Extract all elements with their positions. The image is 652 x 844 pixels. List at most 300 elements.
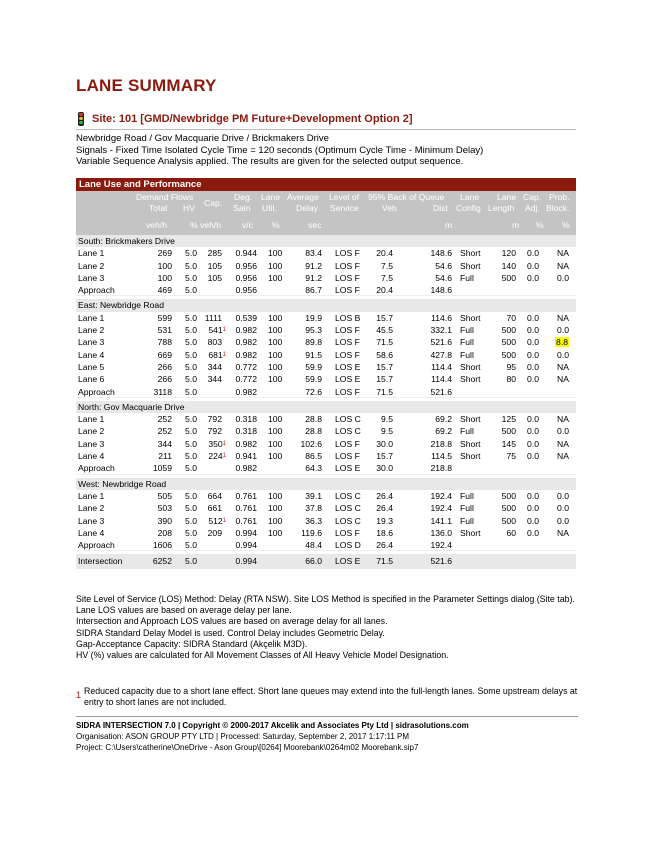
cell-lane: Lane 1 [78, 490, 105, 501]
cell-config: Short [460, 438, 481, 449]
cell-lane: Approach [78, 386, 115, 397]
cell-config: Short [460, 451, 481, 462]
cell-util: 100 [268, 503, 283, 514]
table-body [76, 235, 576, 569]
cell-delay: 83.4 [305, 248, 322, 259]
cell-total: 6252 [152, 556, 172, 567]
cell-cap: $681^1$ [208, 349, 226, 360]
cell-veh: 19.3 [376, 515, 393, 526]
cell-total: 390 [157, 515, 172, 526]
unit-length: m [512, 220, 520, 230]
cell-los: LOS F [335, 438, 360, 449]
description-line: Signals - Fixed Time Isolated Cycle Time = 120 seconds (Optimum Cycle Time - Minimum Delay) [76, 144, 484, 156]
cell-prob: NA [557, 414, 569, 425]
cell-cap: 792 [207, 414, 222, 425]
cell-lane: Lane 5 [78, 361, 105, 372]
cell-config: Short [460, 248, 481, 259]
cell-total: 788 [157, 337, 172, 348]
footer-organisation: Organisation: ASON GROUP PTY LTD | Processed: Saturday, September 2, 2017 1:17:11 PM [76, 732, 410, 741]
reduced-capacity-marker: 1 [222, 327, 226, 334]
cell-satn: 0.982 [235, 438, 257, 449]
cell-dist: 192.4 [430, 503, 452, 514]
cell-cap: 285 [207, 248, 222, 259]
cell-length: 500 [501, 490, 516, 501]
cell-satn: 0.539 [235, 312, 257, 323]
highlighted-value: 8.8 [556, 337, 568, 348]
table-header [76, 191, 576, 235]
cell-veh: 20.4 [376, 285, 393, 296]
cell-dist: 148.6 [430, 248, 452, 259]
cell-lane: Lane 2 [78, 426, 105, 437]
cell-prob: 0.0 [557, 515, 569, 526]
cell-prob: NA [557, 361, 569, 372]
cell-adj: 0.0 [527, 349, 539, 360]
cell-satn: 0.761 [235, 503, 257, 514]
lane-row [76, 425, 576, 437]
unit-prob: % [562, 220, 570, 230]
cell-cap: $512^1$ [208, 515, 226, 526]
cell-prob: 0.0 [557, 426, 569, 437]
cell-util: 100 [268, 361, 283, 372]
cell-length: 500 [501, 503, 516, 514]
cell-delay: 59.9 [305, 374, 322, 385]
cell-cap: 209 [207, 527, 222, 538]
cell-los: LOS F [335, 386, 360, 397]
note: Site Level of Service (LOS) Method: Delay (RTA NSW). Site LOS Method is specified in the Parameter Settings dialog (Site tab). [76, 594, 575, 604]
cell-util: 100 [268, 527, 283, 538]
cell-config: Short [460, 312, 481, 323]
cell-los: LOS C [335, 515, 361, 526]
cell-lane: Lane 1 [78, 414, 105, 425]
cell-total: 503 [157, 503, 172, 514]
cell-los: LOS F [335, 527, 360, 538]
cell-dist: 521.6 [430, 556, 452, 567]
cell-veh: 7.5 [381, 260, 393, 271]
cell-hv: 5.0 [185, 337, 197, 348]
cell-cap: $541^1$ [208, 325, 226, 336]
cell-adj: 0.0 [527, 361, 539, 372]
cell-delay: 72.6 [305, 386, 322, 397]
cell-lane: Lane 4 [78, 451, 105, 462]
reduced-capacity-marker: 1 [222, 440, 226, 447]
cell-config: Full [460, 337, 474, 348]
site-heading [76, 112, 576, 130]
header-back-of-queue: 95% Back of Queue [368, 192, 445, 202]
cell-los: LOS F [335, 285, 360, 296]
cell-lane: Lane 3 [78, 438, 105, 449]
unit-adj: % [536, 220, 544, 230]
cell-length: 80 [506, 374, 516, 385]
cell-hv: 5.0 [185, 503, 197, 514]
cell-delay: 86.5 [305, 451, 322, 462]
cell-dist: 218.8 [430, 463, 452, 474]
unit-dist: m [445, 220, 453, 230]
header-average: Average [287, 192, 319, 202]
cell-prob: 0.0 [557, 503, 569, 514]
cell-lane: Lane 1 [78, 312, 105, 323]
cell-delay: 36.3 [305, 515, 322, 526]
cell-prob: NA [557, 374, 569, 385]
cell-dist: 521.6 [430, 386, 452, 397]
header-service: Service [330, 203, 359, 213]
cell-lane: Approach [78, 540, 115, 551]
cell-delay: 19.9 [305, 312, 322, 323]
cell-total: 469 [157, 285, 172, 296]
cell-veh: 9.5 [381, 414, 393, 425]
approach-group-header [76, 235, 576, 247]
cell-cap: 1111 [204, 312, 222, 323]
table-title: Lane Use and Performance [76, 178, 576, 191]
cell-dist: 148.6 [430, 285, 452, 296]
cell-lane: Lane 6 [78, 374, 105, 385]
cell-length: 500 [501, 426, 516, 437]
cell-delay: 37.8 [305, 503, 322, 514]
cell-config: Full [460, 272, 474, 283]
cell-adj: 0.0 [527, 325, 539, 336]
cell-lane: Approach [78, 463, 115, 474]
cell-dist: 54.6 [435, 260, 452, 271]
header-config: Config [456, 203, 481, 213]
header-dist: Dist [433, 203, 448, 213]
cell-config: Full [460, 426, 474, 437]
page-title: LANE SUMMARY [76, 76, 217, 95]
cell-veh: 71.5 [376, 337, 393, 348]
header-block: Block. [546, 203, 570, 213]
cell-cap: 105 [207, 260, 222, 271]
cell-los: LOS F [335, 248, 360, 259]
footnote [76, 686, 578, 708]
cell-satn: 0.982 [235, 337, 257, 348]
cell-hv: 5.0 [185, 426, 197, 437]
lane-row [76, 260, 576, 272]
cell-lane: Lane 2 [78, 503, 105, 514]
cell-los: LOS F [335, 337, 360, 348]
cell-hv: 5.0 [185, 451, 197, 462]
cell-dist: 69.2 [435, 414, 452, 425]
lane-row [76, 349, 576, 361]
unit-hv: % [190, 220, 198, 230]
cell-adj: 0.0 [527, 503, 539, 514]
cell-length: 70 [506, 312, 516, 323]
cell-total: 266 [157, 361, 172, 372]
cell-veh: 15.7 [376, 312, 393, 323]
site-title: Site: 101 [GMD/Newbridge PM Future+Development Option 2] [92, 113, 413, 125]
cell-config: Short [460, 260, 481, 271]
cell-satn: 0.772 [235, 374, 257, 385]
cell-satn: 0.761 [235, 515, 257, 526]
page-footer [76, 716, 578, 753]
reduced-capacity-marker: 1 [222, 517, 226, 524]
cell-util: 100 [268, 426, 283, 437]
cell-length: 125 [501, 414, 516, 425]
cell-los: LOS F [335, 260, 360, 271]
cell-total: 211 [158, 451, 172, 462]
cell-dist: 521.6 [430, 337, 452, 348]
approach-name: North: Gov Macquarie Drive [78, 401, 185, 412]
footer-copyright: SIDRA INTERSECTION 7.0 | Copyright © 2000-2017 Akcelik and Associates Pty Ltd | sidrasolutions.com [76, 721, 469, 730]
cell-config: Full [460, 490, 474, 501]
cell-dist: 69.2 [435, 426, 452, 437]
cell-dist: 114.6 [431, 312, 452, 323]
header-cap-adj-top: Cap. [523, 192, 542, 202]
cell-hv: 5.0 [185, 463, 197, 474]
cell-length: 500 [501, 272, 516, 283]
cell-satn: 0.994 [235, 556, 257, 567]
approach-group-header [76, 478, 576, 490]
cell-delay: 91.2 [305, 260, 322, 271]
cell-util: 100 [268, 325, 283, 336]
cell-los: LOS F [335, 272, 360, 283]
cell-los: LOS E [335, 556, 361, 567]
approach-row [76, 462, 576, 474]
cell-delay: 28.8 [305, 414, 322, 425]
cell-lane: Lane 3 [78, 515, 105, 526]
note: Gap-Acceptance Capacity: SIDRA Standard (Akçelik M3D). [76, 638, 308, 649]
cell-delay: 119.6 [301, 527, 322, 538]
cell-adj: 0.0 [527, 438, 539, 449]
cell-adj: 0.0 [527, 337, 539, 348]
cell-delay: 59.9 [305, 361, 322, 372]
cell-veh: 18.6 [376, 527, 393, 538]
cell-total: 531 [157, 325, 172, 336]
cell-delay: 95.3 [305, 325, 322, 336]
header-length: Length [488, 203, 515, 213]
cell-total: 669 [157, 349, 172, 360]
cell-hv: 5.0 [185, 414, 197, 425]
unit-cap: veh/h [200, 220, 222, 230]
cell-length: 500 [501, 337, 516, 348]
lane-row [76, 515, 576, 527]
cell-prob [555, 336, 569, 348]
cell-hv: 5.0 [185, 540, 197, 551]
cell-hv: 5.0 [185, 386, 197, 397]
footnote-marker: 1 [76, 690, 82, 700]
approach-group-header [76, 299, 576, 311]
approach-name: East: Newbridge Road [78, 300, 164, 311]
cell-los: LOS F [335, 451, 360, 462]
cell-veh: 30.0 [376, 438, 393, 449]
cell-config: Short [460, 414, 481, 425]
cell-prob: NA [557, 248, 569, 259]
cell-los: LOS D [335, 540, 361, 551]
cell-lane: Lane 2 [78, 260, 105, 271]
traffic-signal-icon [78, 112, 84, 126]
cell-length: 500 [501, 349, 516, 360]
note: Lane LOS values are based on average delay per lane. [76, 605, 292, 616]
cell-util: 100 [268, 272, 283, 283]
cell-satn: 0.956 [235, 260, 257, 271]
cell-adj: 0.0 [527, 515, 539, 526]
cell-veh: 15.7 [376, 451, 393, 462]
header-demand-flows: Demand Flows [136, 192, 194, 202]
cell-satn: 0.982 [235, 463, 257, 474]
cell-length: 120 [501, 248, 516, 259]
cell-lane: Lane 3 [78, 272, 105, 283]
header-total: Total [149, 203, 168, 213]
cell-util: 100 [268, 490, 283, 501]
cell-adj: 0.0 [527, 312, 539, 323]
cell-util: 100 [268, 349, 283, 360]
header-adj: Adj. [525, 203, 540, 213]
cell-delay: 102.6 [300, 438, 322, 449]
cell-satn: 0.318 [235, 414, 257, 425]
cell-veh: 30.0 [376, 463, 393, 474]
cell-total: 599 [157, 312, 172, 323]
cell-veh: 20.4 [376, 248, 393, 259]
cell-los: LOS F [335, 349, 360, 360]
cell-prob: 0.0 [557, 349, 569, 360]
note: Intersection and Approach LOS values are based on average delay for all lanes. [76, 616, 388, 627]
cell-satn: 0.982 [235, 349, 257, 360]
cell-satn: 0.772 [235, 361, 257, 372]
cell-veh: 71.5 [376, 556, 393, 567]
cell-cap: 661 [207, 503, 222, 514]
reduced-capacity-marker: 1 [222, 351, 226, 358]
lane-row [76, 438, 576, 450]
cell-dist: 218.8 [430, 438, 452, 449]
cell-config: Full [460, 325, 474, 336]
cell-satn: 0.941 [235, 451, 257, 462]
cell-util: 100 [268, 438, 283, 449]
cell-total: 252 [157, 426, 172, 437]
header-level-of: Level of [329, 192, 360, 202]
cell-los: LOS C [335, 426, 361, 437]
cell-total: 252 [157, 414, 172, 425]
cell-hv: 5.0 [185, 374, 197, 385]
cell-util: 100 [268, 374, 283, 385]
cell-hv: 5.0 [185, 272, 197, 283]
cell-length: 140 [501, 260, 516, 271]
cell-veh: 26.4 [376, 503, 393, 514]
cell-satn: 0.982 [235, 386, 257, 397]
cell-hv: 5.0 [185, 325, 197, 336]
cell-veh: 26.4 [376, 540, 393, 551]
cell-prob: NA [557, 451, 569, 462]
cell-config: Short [460, 374, 481, 385]
header-lane: Lane [261, 192, 281, 202]
cell-dist: 114.4 [431, 361, 452, 372]
lane-row [76, 324, 576, 336]
cell-lane: Lane 3 [78, 337, 105, 348]
cell-util: 100 [268, 515, 283, 526]
description-line: Newbridge Road / Gov Macquarie Drive / Brickmakers Drive [76, 133, 329, 144]
cell-veh: 9.5 [381, 426, 393, 437]
cell-cap: $224^1$ [208, 451, 226, 462]
cell-cap: 344 [207, 361, 222, 372]
cell-los: LOS E [335, 361, 361, 372]
cell-prob: NA [557, 438, 569, 449]
cell-veh: 7.5 [381, 272, 393, 283]
description-line: Variable Sequence Analysis applied. The results are given for the selected output sequence. [76, 156, 464, 167]
header-cap: Cap. [204, 198, 223, 208]
header-util: Util. [262, 203, 277, 213]
cell-hv: 5.0 [185, 285, 197, 296]
lane-row [76, 502, 576, 514]
cell-los: LOS F [335, 325, 360, 336]
unit-delay: sec [308, 220, 322, 230]
cell-hv: 5.0 [185, 556, 197, 567]
cell-config: Short [460, 527, 481, 538]
cell-satn: 0.944 [235, 248, 257, 259]
lane-row [76, 450, 576, 462]
cell-los: LOS C [335, 503, 361, 514]
cell-hv: 5.0 [185, 248, 197, 259]
lane-row [76, 527, 576, 539]
cell-satn: 0.994 [235, 527, 257, 538]
cell-lane: Lane 4 [78, 527, 105, 538]
cell-cap: 105 [207, 272, 222, 283]
cell-los: LOS E [335, 463, 361, 474]
cell-lane: Approach [78, 285, 115, 296]
cell-hv: 5.0 [185, 438, 197, 449]
footer-project: Project: C:\Users\catherine\OneDrive - Ason Group\[0264] Moorebank\0264m02 Moorebank.sip7 [76, 743, 419, 752]
header-deg: Deg. [234, 192, 253, 202]
cell-veh: 58.6 [376, 349, 393, 360]
cell-dist: 427.8 [430, 349, 452, 360]
cell-veh: 15.7 [376, 361, 393, 372]
cell-hv: 5.0 [185, 349, 197, 360]
cell-dist: 141.1 [430, 515, 452, 526]
header-satn: Satn [233, 203, 251, 213]
cell-util: 100 [268, 337, 283, 348]
cell-delay: 28.8 [305, 426, 322, 437]
unit-util: % [272, 220, 280, 230]
site-description [76, 133, 483, 168]
cell-adj: 0.0 [527, 414, 539, 425]
cell-dist: 114.4 [431, 374, 452, 385]
cell-los: LOS C [335, 414, 361, 425]
cell-lane: Lane 4 [78, 349, 105, 360]
cell-total: 3118 [153, 386, 172, 397]
cell-adj: 0.0 [527, 451, 539, 462]
cell-total: 505 [157, 490, 172, 501]
cell-prob: 0.0 [557, 490, 569, 501]
header-delay: Delay [296, 203, 318, 213]
cell-veh: 15.7 [376, 374, 393, 385]
cell-adj: 0.0 [527, 260, 539, 271]
cell-cap: $350^1$ [208, 438, 226, 449]
cell-adj: 0.0 [527, 527, 539, 538]
cell-total: 208 [157, 527, 172, 538]
cell-lane: Lane 2 [78, 325, 105, 336]
cell-total: 1606 [152, 540, 172, 551]
lane-row [76, 413, 576, 425]
cell-dist: 192.4 [430, 490, 452, 501]
cell-dist: 332.1 [430, 325, 452, 336]
cell-length: 95 [506, 361, 516, 372]
cell-adj: 0.0 [527, 272, 539, 283]
cell-length: 60 [506, 527, 516, 538]
cell-satn: 0.956 [235, 285, 257, 296]
cell-dist: 136.0 [430, 527, 452, 538]
footnote-text: Reduced capacity due to a short lane effect. Short lane queues may extend into the full-length lanes. Some upstream delays at entry to short lanes are not included. [84, 686, 578, 707]
approach-name: West: Newbridge Road [78, 478, 167, 489]
cell-veh: 26.4 [376, 490, 393, 501]
cell-util: 100 [268, 260, 283, 271]
cell-lane: Lane 1 [78, 248, 105, 259]
approach-row [76, 284, 576, 296]
intersection-row [76, 554, 576, 569]
cell-dist: 192.4 [430, 540, 452, 551]
cell-cap: 344 [207, 374, 222, 385]
cell-los: LOS E [335, 374, 361, 385]
cell-prob: NA [557, 527, 569, 538]
cell-veh: 45.5 [376, 325, 393, 336]
cell-length: 500 [501, 515, 516, 526]
approach-row [76, 539, 576, 551]
approach-group-header [76, 401, 576, 413]
cell-delay: 48.4 [305, 540, 322, 551]
